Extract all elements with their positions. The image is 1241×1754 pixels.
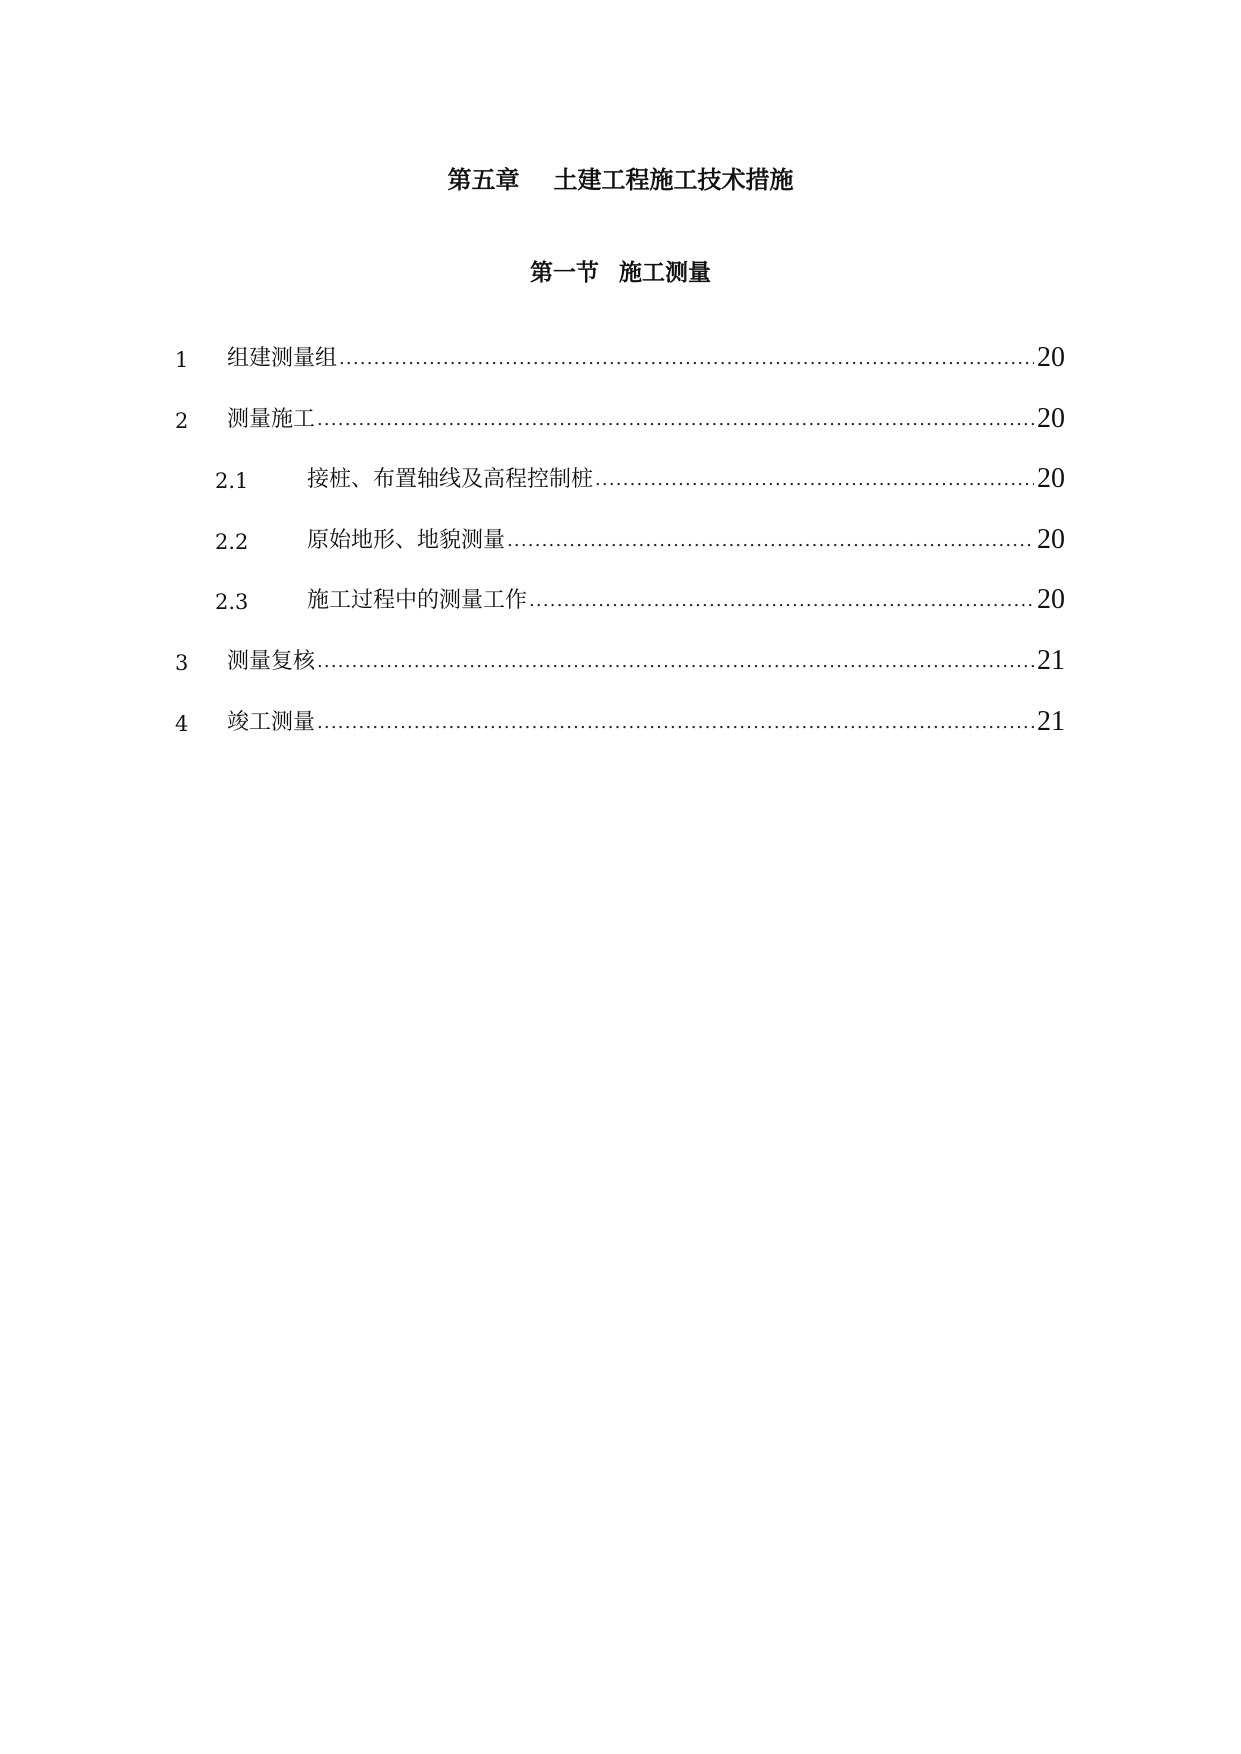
section-name: 施工测量 [619, 259, 711, 286]
toc-entry-page: 21 [1037, 706, 1065, 737]
toc-entry-number: 2.1 [215, 469, 249, 493]
toc-entry-title: 竣工测量 [227, 710, 316, 735]
toc-entry-number: 2.2 [215, 530, 249, 554]
toc-entry[interactable] [175, 514, 1065, 554]
toc-entry[interactable] [175, 393, 1065, 433]
toc-dot-leader [529, 590, 1034, 611]
toc-entry-number: 3 [175, 651, 189, 675]
toc-entry-title: 测量施工 [227, 407, 316, 432]
toc-entry-page: 20 [1037, 342, 1065, 373]
toc-entry-number: 1 [175, 348, 189, 372]
chapter-title [0, 160, 1241, 195]
toc-entry[interactable] [175, 332, 1065, 372]
toc-dot-leader [317, 712, 1034, 733]
toc-entry-number: 2.3 [215, 590, 249, 614]
section-title [0, 254, 1241, 287]
chapter-label: 第五章 [447, 165, 520, 194]
toc-dot-leader [317, 409, 1034, 430]
toc-entry[interactable] [175, 453, 1065, 493]
toc-entry-page: 20 [1037, 463, 1065, 494]
section-label: 第一节 [530, 259, 599, 286]
toc-entry-page: 20 [1037, 584, 1065, 615]
toc-entry[interactable] [175, 635, 1065, 675]
toc-entry[interactable] [175, 696, 1065, 736]
toc-entry-title: 组建测量组 [227, 346, 338, 371]
toc-entry[interactable] [175, 574, 1065, 614]
toc-entry-title: 接桩、布置轴线及高程控制桩 [307, 467, 594, 492]
toc-entry-title: 施工过程中的测量工作 [307, 588, 528, 613]
toc-entry-page: 20 [1037, 403, 1065, 434]
toc-dot-leader [595, 469, 1034, 490]
toc-dot-leader [317, 651, 1034, 672]
toc-entry-title: 原始地形、地貌测量 [307, 528, 506, 553]
toc-dot-leader [507, 530, 1034, 551]
toc-entry-page: 21 [1037, 645, 1065, 676]
toc-entry-page: 20 [1037, 524, 1065, 555]
toc-entry-number: 4 [175, 712, 189, 736]
toc-dot-leader [339, 348, 1034, 369]
toc-entry-number: 2 [175, 409, 189, 433]
toc-entry-title: 测量复核 [227, 649, 316, 674]
chapter-name: 土建工程施工技术措施 [553, 165, 794, 194]
